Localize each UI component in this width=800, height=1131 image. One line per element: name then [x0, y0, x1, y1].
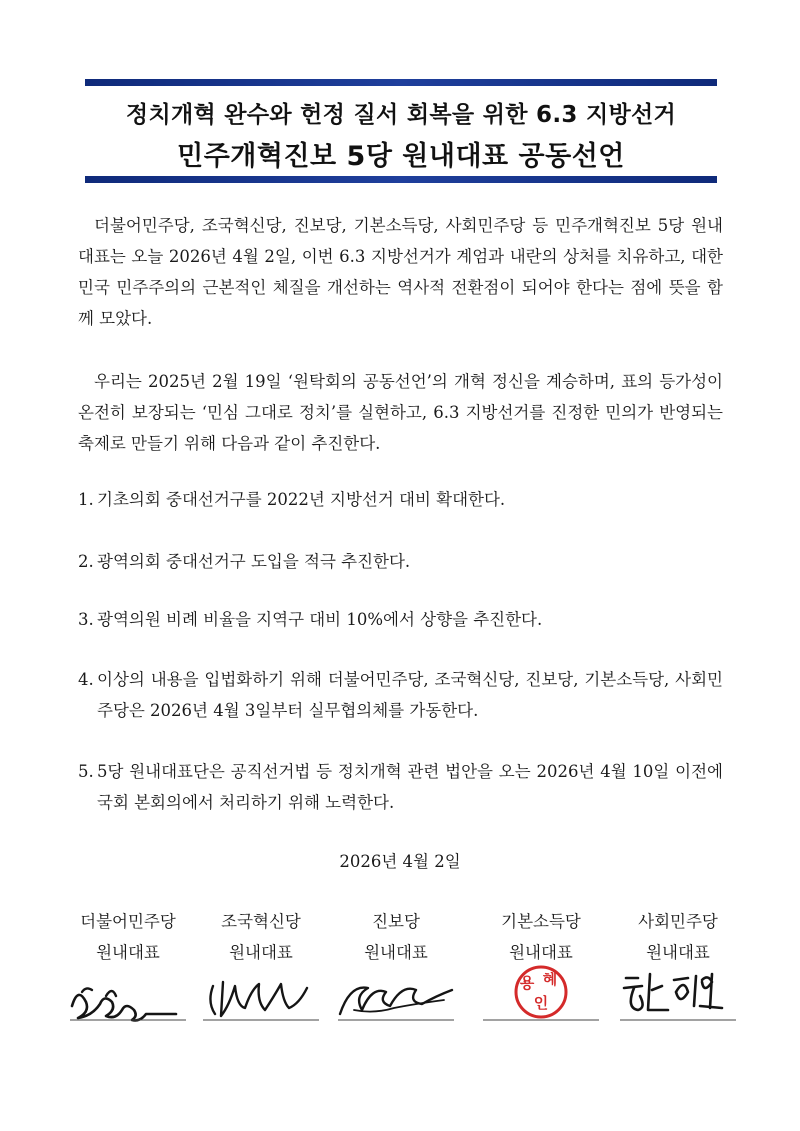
signatory-role: 원내대표: [96, 943, 160, 962]
paragraph-1: [78, 210, 723, 334]
list-item-number: 1.: [78, 490, 94, 509]
signatory-role: 원내대표: [229, 943, 293, 962]
title-line-1: 정치개혁 완수와 헌정 질서 회복을 위한 6.3 지방선거: [125, 102, 677, 128]
handwritten-signature: [616, 962, 740, 1032]
signatory-role: 원내대표: [646, 943, 710, 962]
svg-text:용: 용: [519, 974, 535, 992]
paragraph-2-text: 우리는 2025년 2월 19일 ‘원탁회의 공동선언’의 개혁 정신을 계승하며, 표의 등가성이 온전히 보장되는 ‘민심 그대로 정치’를 실현하고, 6.3 지방선거를 진정한 민의가 반영되는 축제로 만들기 위해 다음과 같이 추진한다.: [78, 372, 723, 453]
declaration-date: 2026년 4월 2일: [339, 852, 461, 871]
list-item-text: 기초의회 중대선거구를 2022년 지방선거 대비 확대한다.: [97, 490, 506, 509]
signatory-party: 사회민주당: [638, 912, 718, 931]
svg-text:혜: 혜: [542, 970, 558, 988]
svg-text:인: 인: [533, 994, 549, 1012]
list-item-text: 광역의원 비례 비율을 지역구 대비 10%에서 상향을 추진한다.: [97, 610, 543, 629]
list-item-text: 광역의회 중대선거구 도입을 적극 추진한다.: [97, 552, 411, 571]
signatory-party: 조국혁신당: [221, 912, 301, 931]
list-item-text: 이상의 내용을 입법화하기 위해 더불어민주당, 조국혁신당, 진보당, 기본소득당, 사회민주당은 2026년 4월 3일부터 실무협의체를 가동한다.: [97, 670, 723, 720]
handwritten-signature: [199, 962, 323, 1032]
header-bottom-bar: [85, 176, 717, 183]
list-item: [78, 604, 723, 635]
signatory-party: 더불어민주당: [80, 912, 176, 931]
list-item: [78, 546, 723, 577]
handwritten-signature: [334, 962, 458, 1032]
paragraph-1-text: 더불어민주당, 조국혁신당, 진보당, 기본소득당, 사회민주당 등 민주개혁진보 5당 원내대표는 오늘 2026년 4월 2일, 이번 6.3 지방선거가 계엄과 내란의 상처를 치유하고, 대한민국 민주주의의 근본적인 체질을 개선하는 역사적 전환점이 되어야 한다는 점에 뜻을 함께 모았다.: [78, 216, 723, 328]
signatory-party: 기본소득당: [501, 912, 581, 931]
list-item: [78, 756, 723, 818]
header-top-bar: [85, 79, 717, 86]
list-item-text: 5당 원내대표단은 공직선거법 등 정치개혁 관련 법안을 오는 2026년 4월 10일 이전에 국회 본회의에서 처리하기 위해 노력한다.: [97, 762, 723, 812]
signatory-role: 원내대표: [509, 943, 573, 962]
seal-stamp: [479, 962, 603, 1032]
list-item-number: 5.: [78, 762, 94, 781]
title-line-2: 민주개혁진보 5당 원내대표 공동선언: [177, 141, 625, 172]
signatory-block: [199, 906, 323, 968]
signatory-block: [616, 906, 740, 968]
signatory-block: [334, 906, 458, 968]
list-item-number: 3.: [78, 610, 94, 629]
paragraph-2: [78, 366, 723, 459]
signatory-block: [66, 906, 190, 968]
handwritten-signature: [66, 962, 190, 1032]
list-item-number: 2.: [78, 552, 94, 571]
list-item: [78, 484, 723, 515]
signatory-role: 원내대표: [364, 943, 428, 962]
signatory-party: 진보당: [372, 912, 420, 931]
list-item-number: 4.: [78, 670, 94, 689]
signatory-block: [479, 906, 603, 1012]
list-item: [78, 664, 723, 726]
